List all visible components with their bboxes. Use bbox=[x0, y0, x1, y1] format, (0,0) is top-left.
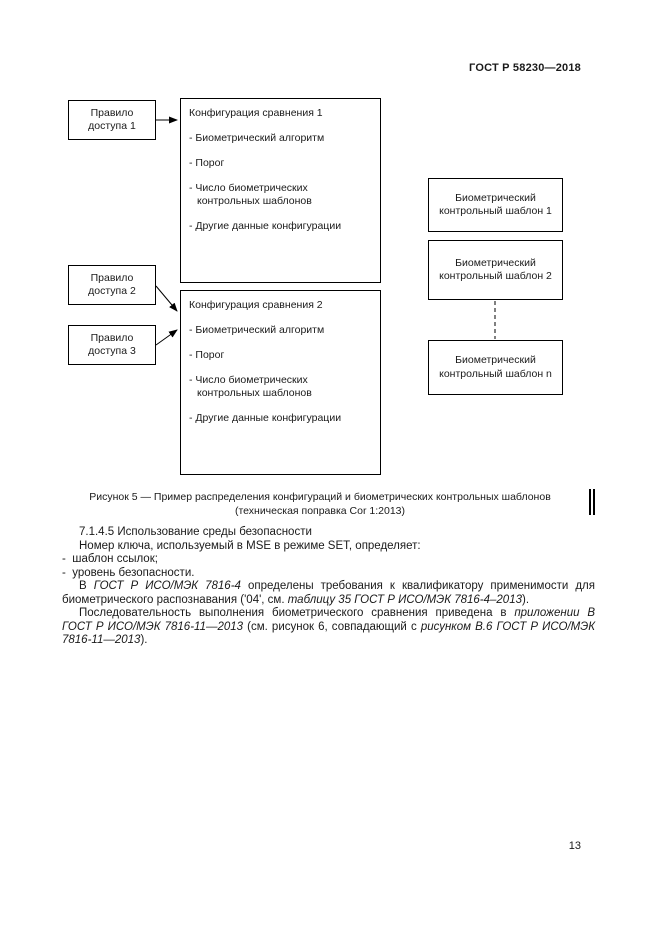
text-segment: ). bbox=[522, 593, 530, 606]
standard-ref-italic: рисунком В.6 ГОСТ Р ИСО/МЭК 7816-11—2013 bbox=[62, 620, 595, 646]
access-rule-label: Правило доступа 3 bbox=[88, 331, 136, 357]
text-segment: Последовательность выполнения биометрического сравнения приведена в bbox=[79, 607, 515, 619]
intro-line: Номер ключа, используемый в MSE в режиме SET, определяет: bbox=[79, 539, 421, 552]
bio-template-box-2 bbox=[428, 240, 563, 300]
comparison-config-box-2 bbox=[180, 290, 381, 475]
paragraph-requirements bbox=[62, 580, 595, 607]
access-rule-label: Правило доступа 2 bbox=[88, 271, 136, 297]
text-segment: В bbox=[79, 580, 94, 592]
access-rule-box-2 bbox=[68, 265, 156, 305]
config-item: - Порог bbox=[189, 349, 225, 362]
figure-caption-line2: (техническая поправка Cor 1:2013) bbox=[234, 505, 406, 518]
config-item: - Биометрический алгоритм bbox=[189, 324, 325, 337]
figure-caption-line1: Рисунок 5 — Пример распределения конфигураций и биометрических контрольных шаблонов bbox=[89, 491, 551, 503]
figure-caption bbox=[40, 490, 600, 518]
body-text bbox=[62, 526, 595, 648]
access-rule-label: Правило доступа 1 bbox=[88, 106, 136, 132]
text-segment: (см. рисунок 6, совпадающий с bbox=[243, 620, 421, 633]
text-segment: ). bbox=[140, 634, 148, 646]
config-item: - Число биометрических контрольных шаблонов bbox=[189, 182, 312, 208]
page-number: 13 bbox=[568, 840, 581, 852]
paragraph-sequence bbox=[62, 607, 595, 648]
config-item: - Биометрический алгоритм bbox=[189, 132, 325, 145]
config-title: Конфигурация сравнения 1 bbox=[189, 107, 323, 119]
bullet-item: - шаблон ссылок; bbox=[62, 553, 158, 565]
bio-template-label: Биометрический контрольный шаблон 1 bbox=[439, 191, 552, 217]
bullet-item: - уровень безопасности. bbox=[62, 566, 195, 579]
access-rule-box-1 bbox=[68, 100, 156, 140]
comparison-config-box-1 bbox=[180, 98, 381, 283]
arrow-rule2-to-config2 bbox=[156, 286, 177, 311]
change-bar-marker bbox=[589, 489, 595, 515]
access-rule-box-3 bbox=[68, 325, 156, 365]
config-title: Конфигурация сравнения 2 bbox=[189, 299, 323, 311]
text-segment: определены требования к квалификатору применимости для биометрического распознавания ('04', см. bbox=[62, 580, 595, 606]
doc-number: ГОСТ Р 58230—2018 bbox=[469, 62, 581, 74]
config-item: - Порог bbox=[189, 157, 225, 170]
config-item: - Другие данные конфигурации bbox=[189, 220, 342, 233]
standard-ref-italic: таблицу 35 ГОСТ Р ИСО/МЭК 7816-4–2013 bbox=[287, 593, 522, 606]
subclause-heading: 7.1.4.5 Использование среды безопасности bbox=[79, 526, 312, 538]
bio-template-label: Биометрический контрольный шаблон n bbox=[439, 354, 552, 380]
standard-ref-italic: приложении В ГОСТ Р ИСО/МЭК 7816-11—2013 bbox=[62, 607, 595, 633]
bio-template-box-1 bbox=[428, 178, 563, 232]
standard-ref-italic: ГОСТ Р ИСО/МЭК 7816-4 bbox=[93, 580, 241, 592]
bio-template-label: Биометрический контрольный шаблон 2 bbox=[439, 256, 552, 282]
arrow-rule3-to-config2 bbox=[156, 330, 177, 345]
config-item: - Другие данные конфигурации bbox=[189, 412, 342, 425]
config-item: - Число биометрических контрольных шаблонов bbox=[189, 374, 312, 400]
bio-template-box-n bbox=[428, 340, 563, 395]
